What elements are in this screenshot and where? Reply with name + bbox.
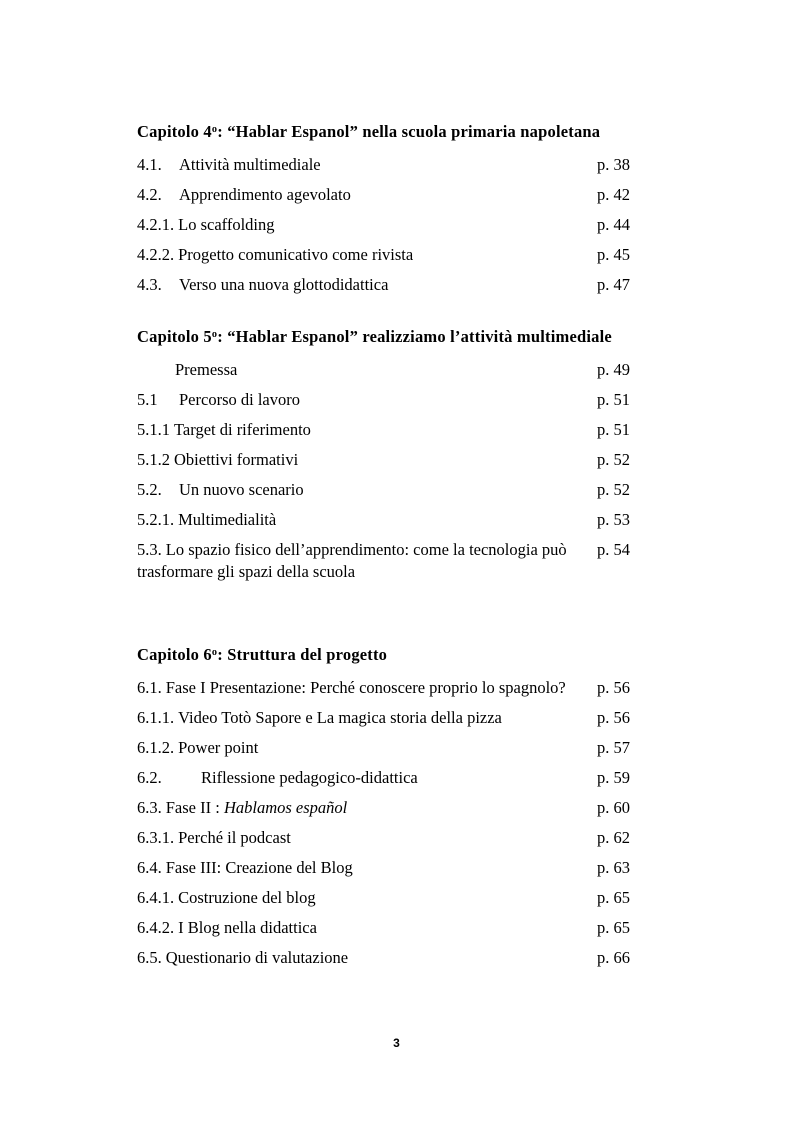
toc-entry-label (137, 767, 597, 789)
chapter-heading-text: : “Hablar Espanol” realizziamo l’attività multimediale (217, 327, 612, 346)
toc-entry-title: Percorso di lavoro (179, 390, 300, 409)
toc-entry-page: p. 51 (597, 420, 630, 439)
chapter-heading (137, 121, 633, 146)
toc-entry (137, 707, 633, 729)
toc-entry-number: 5.2.1. (137, 510, 175, 529)
toc-entry (137, 214, 633, 236)
toc-entry-number: 6.5. (137, 948, 162, 967)
toc-entry-label (137, 827, 597, 849)
toc-entry-page: p. 63 (597, 858, 630, 877)
chapter-ordinal-superscript: o (211, 329, 218, 341)
toc-entry-number: 6.2. (137, 768, 162, 787)
toc-entry (137, 917, 633, 939)
toc-entry (137, 797, 633, 819)
toc-entry-page: p. 52 (597, 480, 630, 499)
toc-entry (137, 767, 633, 789)
toc-entry-label (137, 539, 597, 583)
toc-entry-title: Verso una nuova glottodidattica (179, 275, 389, 294)
toc-entry (137, 947, 633, 969)
toc-entry (137, 389, 633, 411)
toc-entry-label (137, 244, 597, 266)
toc-entry-page: p. 56 (597, 708, 630, 727)
toc-entry-number: 6.1.1. (137, 708, 175, 727)
toc-entry-label (137, 737, 597, 759)
toc-entry-number: 4.2. (137, 185, 162, 204)
toc-entry-title: Premessa (175, 360, 238, 379)
toc-entry-label (137, 797, 597, 819)
toc-section (137, 326, 633, 583)
toc-entry-label (137, 479, 597, 501)
toc-entry (137, 449, 633, 471)
toc-entry (137, 857, 633, 879)
toc-entry-title: Fase III: Creazione del Blog (165, 858, 353, 877)
toc-entry-title: Obiettivi formativi (174, 450, 299, 469)
chapter-heading-text: : “Hablar Espanol” nella scuola primaria napoletana (217, 122, 601, 141)
toc-entry-label (137, 389, 597, 411)
toc-entry-number: 6.4.2. (137, 918, 175, 937)
toc-entry-title: Fase I Presentazione: Perché conoscere proprio lo spagnolo? (165, 678, 566, 697)
toc-entry-page: p. 59 (597, 768, 630, 787)
chapter-heading (137, 644, 633, 669)
toc-entry-label (137, 154, 597, 176)
toc-entry-page: p. 54 (597, 540, 630, 559)
toc-section (137, 644, 633, 969)
toc-entry-page: p. 42 (597, 185, 630, 204)
toc-entry-title: Attività multimediale (179, 155, 321, 174)
toc-entry-label (137, 184, 597, 206)
toc-entry (137, 509, 633, 531)
toc-entry-label (137, 857, 597, 879)
chapter-heading (137, 326, 633, 351)
toc-entry-page: p. 56 (597, 678, 630, 697)
toc-entry-number: 6.3. (137, 798, 162, 817)
toc-entry (137, 479, 633, 501)
chapter-ordinal-superscript: o (211, 124, 218, 136)
toc-entry-page: p. 38 (597, 155, 630, 174)
toc-entry (137, 677, 633, 699)
toc-entry (137, 184, 633, 206)
chapter-ordinal-superscript: o (211, 647, 218, 659)
toc-entry-number: 5.2. (137, 480, 162, 499)
table-of-contents (137, 121, 633, 977)
toc-entry-page: p. 60 (597, 798, 630, 817)
toc-entry-number: 4.2.2. (137, 245, 175, 264)
toc-entry-page: p. 66 (597, 948, 630, 967)
toc-entry-title: Un nuovo scenario (179, 480, 304, 499)
toc-entry-number: 5.1.2 (137, 450, 170, 469)
toc-entry-title: Progetto comunicativo come rivista (178, 245, 414, 264)
toc-section (137, 121, 633, 296)
chapter-heading-prefix: Capitolo 4 (137, 122, 212, 141)
toc-entry-title: Lo scaffolding (178, 215, 275, 234)
toc-entry (137, 827, 633, 849)
toc-entry-page: p. 49 (597, 360, 630, 379)
toc-entry-number: 6.4.1. (137, 888, 175, 907)
toc-entry-number: 6.1. (137, 678, 162, 697)
toc-entry-title: Riflessione pedagogico-didattica (201, 768, 418, 787)
toc-entry-label (137, 274, 597, 296)
toc-entry-label (137, 917, 597, 939)
chapter-heading-text: : Struttura del progetto (217, 645, 388, 664)
toc-entry-label (137, 677, 597, 699)
toc-entry-number: 4.1. (137, 155, 162, 174)
page-footer (0, 1036, 793, 1050)
toc-entry-title: Costruzione del blog (178, 888, 316, 907)
toc-entry (137, 274, 633, 296)
toc-entry-page: p. 65 (597, 918, 630, 937)
toc-entry-label (137, 707, 597, 729)
toc-entry (137, 244, 633, 266)
toc-entry-label (137, 449, 597, 471)
toc-entry (137, 419, 633, 441)
toc-entry-title: Questionario di valutazione (165, 948, 349, 967)
toc-entry-label (137, 887, 597, 909)
toc-entry-page: p. 44 (597, 215, 630, 234)
toc-entry-number: 6.3.1. (137, 828, 175, 847)
toc-entry-page: p. 57 (597, 738, 630, 757)
toc-entry-title: Power point (178, 738, 259, 757)
chapter-heading-prefix: Capitolo 6 (137, 645, 212, 664)
toc-entry (137, 887, 633, 909)
chapter-heading-prefix: Capitolo 5 (137, 327, 212, 346)
toc-entry-title: Multimedialità (178, 510, 277, 529)
toc-entry-title: Lo spazio fisico dell’apprendimento: come la tecnologia può trasformare gli spazi della scuola (137, 540, 567, 581)
toc-entry-label (137, 509, 597, 531)
toc-entry-page: p. 62 (597, 828, 630, 847)
toc-entry-number: 6.1.2. (137, 738, 175, 757)
toc-entry (137, 154, 633, 176)
toc-entry-label (137, 214, 597, 236)
toc-entry-number: 5.3. (137, 540, 162, 559)
toc-entry-page: p. 53 (597, 510, 630, 529)
toc-entry-title: Target di riferimento (174, 420, 311, 439)
toc-entry-label (137, 419, 597, 441)
toc-entry-title-italic: Hablamos español (219, 798, 348, 817)
toc-entry-title: Fase II : (165, 798, 220, 817)
toc-entry-title: Video Totò Sapore e La magica storia della pizza (178, 708, 502, 727)
toc-entry (137, 737, 633, 759)
toc-entry-title: I Blog nella didattica (178, 918, 317, 937)
toc-entry-page: p. 52 (597, 450, 630, 469)
toc-entry (137, 359, 633, 381)
toc-entry (137, 539, 633, 583)
toc-entry-title: Perché il podcast (178, 828, 291, 847)
toc-entry-title: Apprendimento agevolato (179, 185, 351, 204)
toc-entry-label (137, 359, 597, 381)
toc-entry-number: 5.1.1 (137, 420, 170, 439)
toc-entry-page: p. 65 (597, 888, 630, 907)
toc-entry-page: p. 45 (597, 245, 630, 264)
toc-entry-page: p. 47 (597, 275, 630, 294)
page-number: 3 (393, 1036, 400, 1050)
toc-entry-number: 4.2.1. (137, 215, 175, 234)
toc-entry-number: 5.1 (137, 390, 158, 409)
toc-entry-number: 4.3. (137, 275, 162, 294)
toc-entry-number: 6.4. (137, 858, 162, 877)
toc-entry-label (137, 947, 597, 969)
toc-entry-page: p. 51 (597, 390, 630, 409)
